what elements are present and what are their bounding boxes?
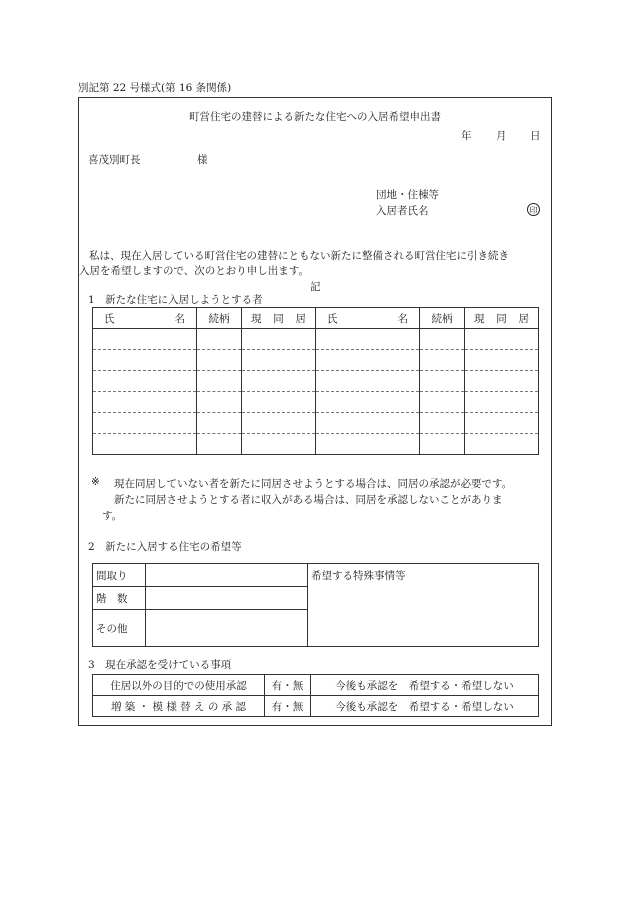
- current-field[interactable]: [465, 350, 539, 371]
- current-field[interactable]: [242, 434, 316, 455]
- special-circumstances-label: 希望する特殊事情等: [311, 570, 406, 582]
- relation-field[interactable]: [197, 413, 242, 434]
- note-line-1: 現在同居していない者を新たに同居させようとする場合は、同居の承認が必要です。: [114, 478, 513, 490]
- relation-field[interactable]: [420, 413, 465, 434]
- col-current-header-2: 現 同 居: [465, 308, 539, 329]
- table-row: [93, 696, 539, 717]
- table-row: [93, 329, 539, 350]
- col-name-header-2: 氏 名: [316, 308, 420, 329]
- occupant-name-field[interactable]: [93, 371, 197, 392]
- approval-status-select[interactable]: 有・無: [265, 696, 311, 717]
- current-field[interactable]: [465, 329, 539, 350]
- approval-label: 増 築 ・ 模 様 替 え の 承 認: [93, 696, 265, 717]
- table-row: [93, 371, 539, 392]
- body-line-1: 私は、現在入居している町営住宅の建替にともない新たに整備される町営住宅に引き続き: [89, 250, 509, 262]
- ki-mark: 記: [310, 281, 321, 293]
- complex-label: 団地・住棟等: [376, 189, 439, 201]
- other-label: その他: [93, 610, 146, 647]
- date-day: 日: [530, 130, 541, 142]
- occupant-table: [92, 307, 539, 455]
- special-circumstances-field[interactable]: [308, 564, 539, 647]
- approval-label: 住居以外の目的での使用承認: [93, 675, 265, 696]
- form-number: 別記第 22 号様式(第 16 条関係): [78, 82, 232, 94]
- current-field[interactable]: [465, 371, 539, 392]
- addressee-name: 喜茂別町長: [88, 154, 141, 166]
- relation-field[interactable]: [420, 434, 465, 455]
- table-row: [93, 434, 539, 455]
- floor-field[interactable]: [146, 587, 308, 610]
- relation-field[interactable]: [197, 329, 242, 350]
- layout-field[interactable]: [146, 564, 308, 587]
- floor-label: 階 数: [93, 587, 146, 610]
- current-field[interactable]: [242, 350, 316, 371]
- col-current-header: 現 同 居: [242, 308, 316, 329]
- wish-table: [92, 563, 539, 647]
- resident-name-label: 入居者氏名: [376, 205, 429, 217]
- occupant-name-field[interactable]: [93, 392, 197, 413]
- current-field[interactable]: [242, 392, 316, 413]
- occupant-name-field[interactable]: [316, 434, 420, 455]
- occupant-table-header: [93, 308, 539, 329]
- occupant-name-field[interactable]: [316, 392, 420, 413]
- occupant-name-field[interactable]: [93, 413, 197, 434]
- approval-future-select[interactable]: 今後も承認を 希望する・希望しない: [311, 675, 539, 696]
- table-row: [93, 350, 539, 371]
- approval-future-select[interactable]: 今後も承認を 希望する・希望しない: [311, 696, 539, 717]
- relation-field[interactable]: [420, 350, 465, 371]
- occupant-name-field[interactable]: [93, 434, 197, 455]
- table-row: [93, 564, 539, 587]
- date-year: 年: [461, 130, 472, 142]
- approval-table: [92, 674, 539, 717]
- relation-field[interactable]: [197, 350, 242, 371]
- relation-field[interactable]: [420, 371, 465, 392]
- current-field[interactable]: [465, 413, 539, 434]
- note-mark: ※: [91, 476, 100, 488]
- section-3-heading: 3 現在承認を受けている事項: [88, 659, 232, 671]
- relation-field[interactable]: [420, 392, 465, 413]
- relation-field[interactable]: [197, 371, 242, 392]
- table-row: [93, 392, 539, 413]
- occupant-name-field[interactable]: [316, 413, 420, 434]
- other-field[interactable]: [146, 610, 308, 647]
- occupant-name-field[interactable]: [93, 329, 197, 350]
- section-2-heading: 2 新たに入居する住宅の希望等: [88, 541, 242, 553]
- current-field[interactable]: [465, 392, 539, 413]
- occupant-name-field[interactable]: [316, 371, 420, 392]
- col-name-header: 氏 名: [93, 308, 197, 329]
- relation-field[interactable]: [197, 434, 242, 455]
- relation-field[interactable]: [420, 329, 465, 350]
- current-field[interactable]: [242, 371, 316, 392]
- addressee-honorific: 様: [197, 154, 208, 166]
- occupant-name-field[interactable]: [93, 350, 197, 371]
- table-row: [93, 413, 539, 434]
- section-1-heading: 1 新たな住宅に入居しようとする者: [88, 294, 263, 306]
- form-title: 町営住宅の建替による新たな住宅への入居希望申出書: [189, 111, 441, 123]
- seal-icon: 印: [527, 203, 540, 216]
- current-field[interactable]: [465, 434, 539, 455]
- occupant-name-field[interactable]: [316, 329, 420, 350]
- relation-field[interactable]: [197, 392, 242, 413]
- col-relation-header: 続柄: [197, 308, 242, 329]
- current-field[interactable]: [242, 413, 316, 434]
- layout-label: 間取り: [93, 564, 146, 587]
- note-line-2: 新たに同居させようとする者に収入がある場合は、同居を承認しないことがありま: [114, 494, 503, 506]
- approval-status-select[interactable]: 有・無: [265, 675, 311, 696]
- current-field[interactable]: [242, 329, 316, 350]
- body-line-2: 入居を希望しますので、次のとおり申し出ます。: [79, 265, 309, 277]
- table-row: [93, 675, 539, 696]
- col-relation-header-2: 続柄: [420, 308, 465, 329]
- occupant-name-field[interactable]: [316, 350, 420, 371]
- date-month: 月: [496, 130, 507, 142]
- note-line-3: す。: [102, 510, 123, 522]
